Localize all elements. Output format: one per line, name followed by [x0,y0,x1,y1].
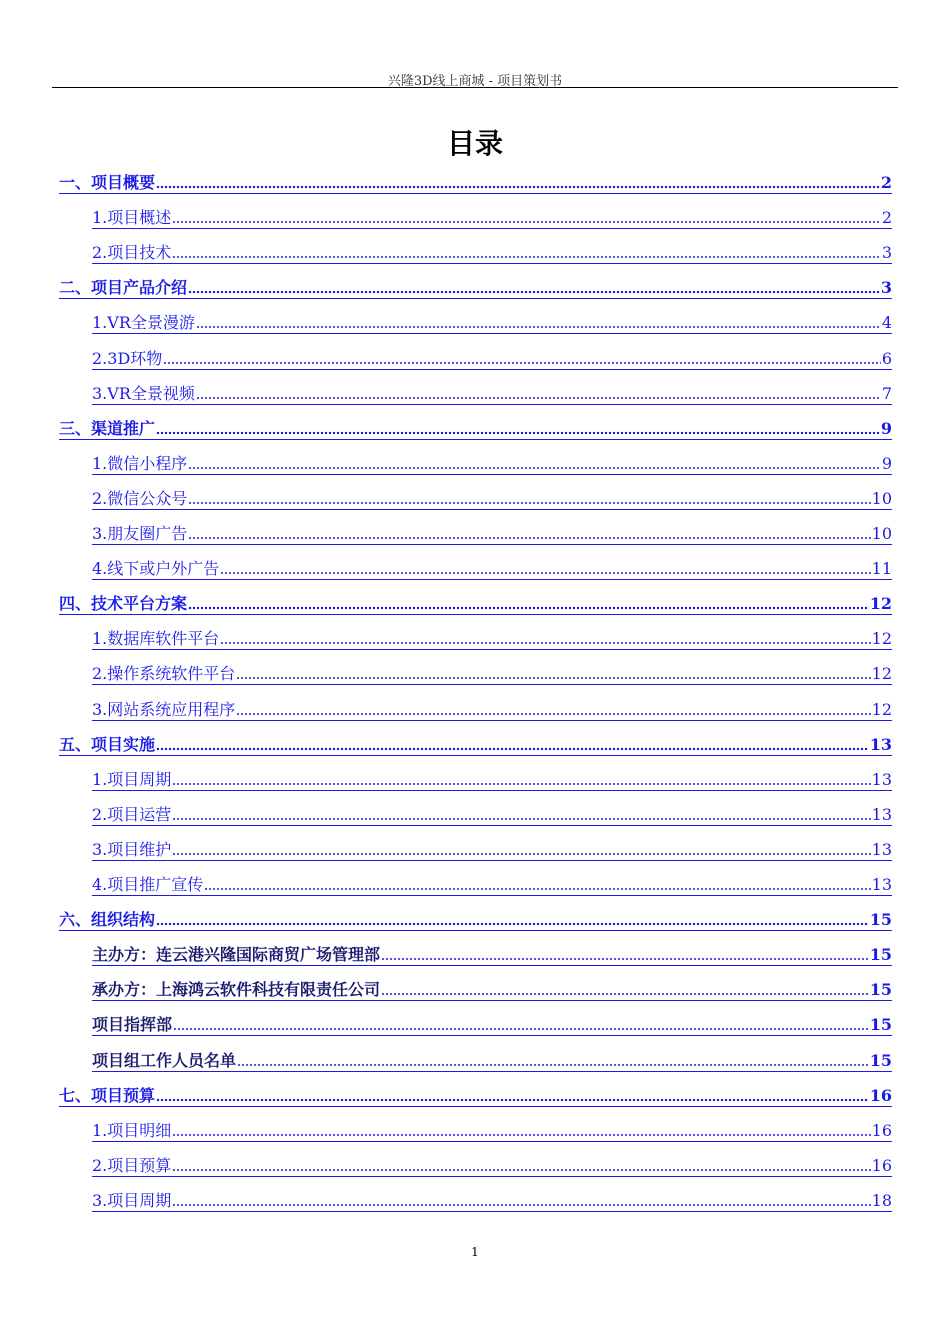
toc-entry-title: 七、项目预算 [59,1086,156,1105]
toc-entry[interactable] [92,346,892,370]
toc-dot-leader [196,325,881,329]
toc-entry-title: 五、项目实施 [59,735,156,754]
page-header-title: 兴隆3D线上商城 - 项目策划书 [387,74,563,89]
toc-entry-title: 3.VR全景视频 [92,384,195,403]
toc-entry[interactable] [92,661,892,685]
toc-entry-title: 1.项目明细 [92,1121,172,1140]
toc-entry-title: 4.项目推广宣传 [92,875,204,894]
toc-entry-title: 一、项目概要 [59,173,156,192]
toc-dot-leader [156,922,869,926]
toc-entry-title: 2.项目运营 [92,805,172,824]
toc-entry-page: 15 [869,910,892,929]
toc-entry-page: 12 [871,664,892,683]
toc-dot-leader [156,1098,869,1102]
toc-entry-page: 16 [871,1156,892,1175]
toc-entry-page: 13 [871,805,892,824]
toc-dot-leader [188,290,880,294]
toc-entry[interactable] [59,275,892,299]
toc-entry[interactable] [59,1083,892,1107]
toc-dot-leader [188,606,869,610]
toc-dot-leader [173,1027,869,1031]
toc-entry-title: 主办方：连云港兴隆国际商贸广场管理部 [92,945,381,964]
toc-entry-page: 10 [871,489,892,508]
toc-entry[interactable] [92,556,892,580]
toc-entry-page: 15 [869,1015,892,1034]
toc-dot-leader [172,1203,870,1207]
toc-entry-title: 2.项目技术 [92,243,172,262]
toc-heading: 目录 [446,127,503,160]
toc-entry-page: 2 [881,208,892,227]
toc-entry-page: 15 [869,980,892,999]
toc-entry[interactable] [92,872,892,896]
toc-entry[interactable] [92,626,892,650]
toc-entry-page: 6 [881,349,892,368]
toc-entry-page: 12 [871,700,892,719]
toc-entry-title: 1.VR全景漫游 [92,313,195,332]
toc-dot-leader [188,501,870,505]
toc-entry-title: 1.项目概述 [92,208,172,227]
toc-entry-page: 9 [881,454,892,473]
toc-dot-leader [172,852,870,856]
toc-entry-title: 3.项目维护 [92,840,172,859]
toc-entry[interactable] [92,1153,892,1177]
toc-dot-leader [220,571,870,575]
toc-dot-leader [172,782,870,786]
toc-dot-leader [163,361,881,365]
header-divider [52,87,898,88]
toc-entry-title: 3.朋友圈广告 [92,524,188,543]
toc-dot-leader [172,255,881,259]
toc-entry-title: 2.操作系统软件平台 [92,664,236,683]
toc-entry-title: 四、技术平台方案 [59,594,188,613]
toc-entry[interactable] [92,767,892,791]
toc-entry-title: 1.微信小程序 [92,454,188,473]
toc-entry-page: 12 [871,629,892,648]
toc-entry-title: 3.网站系统应用程序 [92,700,236,719]
toc-dot-leader [188,466,881,470]
toc-entry-page: 3 [881,243,892,262]
toc-entry[interactable] [92,1048,892,1072]
toc-entry[interactable] [92,451,892,475]
toc-entry-page: 12 [869,594,892,613]
toc-entry[interactable] [92,240,892,264]
toc-entry-title: 项目指挥部 [92,1015,173,1034]
toc-dot-leader [381,957,869,961]
toc-dot-leader [156,185,880,189]
toc-entry[interactable] [92,486,892,510]
toc-entry-page: 15 [869,1051,892,1070]
toc-entry[interactable] [92,802,892,826]
toc-entry-page: 16 [869,1086,892,1105]
toc-entry-page: 9 [880,419,892,438]
toc-entry[interactable] [92,1118,892,1142]
toc-dot-leader [196,396,881,400]
toc-entry-page: 13 [871,875,892,894]
toc-entry[interactable] [92,837,892,861]
toc-entry-page: 13 [871,840,892,859]
toc-dot-leader [236,712,870,716]
toc-dot-leader [236,676,870,680]
toc-entry[interactable] [92,521,892,545]
toc-entry-page: 4 [881,313,892,332]
toc-entry-title: 2.项目预算 [92,1156,172,1175]
toc-entry[interactable] [92,205,892,229]
toc-dot-leader [204,887,870,891]
toc-dot-leader [172,220,881,224]
toc-dot-leader [188,536,870,540]
toc-dot-leader [172,1133,870,1137]
toc-entry-title: 1.项目周期 [92,770,172,789]
toc-entry-page: 3 [880,278,892,297]
toc-dot-leader [381,992,869,996]
toc-entry[interactable] [92,310,892,334]
toc-entry-title: 承办方：上海鸿云软件科技有限责任公司 [92,980,381,999]
toc-entry-page: 18 [871,1191,892,1210]
toc-dot-leader [220,641,870,645]
toc-dot-leader [156,431,880,435]
toc-entry-title: 三、渠道推广 [59,419,156,438]
toc-entry[interactable] [92,977,892,1001]
toc-dot-leader [237,1063,869,1067]
page-number: 1 [471,1245,479,1259]
toc-entry-title: 1.数据库软件平台 [92,629,220,648]
toc-entry[interactable] [59,416,892,440]
toc-entry-title: 六、组织结构 [59,910,156,929]
toc-entry[interactable] [59,907,892,931]
toc-entry-page: 15 [869,945,892,964]
toc-entry[interactable] [59,170,892,194]
toc-entry-title: 2.3D环物 [92,349,163,368]
toc-entry-page: 11 [871,559,892,578]
toc-entry[interactable] [92,942,892,966]
toc-entry[interactable] [59,732,892,756]
toc-entry-page: 16 [871,1121,892,1140]
toc-dot-leader [172,1168,870,1172]
toc-entry[interactable] [92,381,892,405]
toc-dot-leader [172,817,870,821]
toc-entry[interactable] [92,697,892,721]
toc-entry-title: 4.线下或户外广告 [92,559,220,578]
toc-entry-title: 2.微信公众号 [92,489,188,508]
toc-entry-title: 3.项目周期 [92,1191,172,1210]
toc-entry[interactable] [92,1012,892,1036]
toc-entry-page: 7 [881,384,892,403]
toc-dot-leader [156,747,869,751]
toc-entry-page: 2 [880,173,892,192]
toc-entry[interactable] [92,1188,892,1212]
toc-entry-page: 13 [869,735,892,754]
toc-entry-title: 二、项目产品介绍 [59,278,188,297]
toc-entry-page: 10 [871,524,892,543]
toc-entry-title: 项目组工作人员名单 [92,1051,237,1070]
toc-entry-page: 13 [871,770,892,789]
toc-entry[interactable] [59,591,892,615]
